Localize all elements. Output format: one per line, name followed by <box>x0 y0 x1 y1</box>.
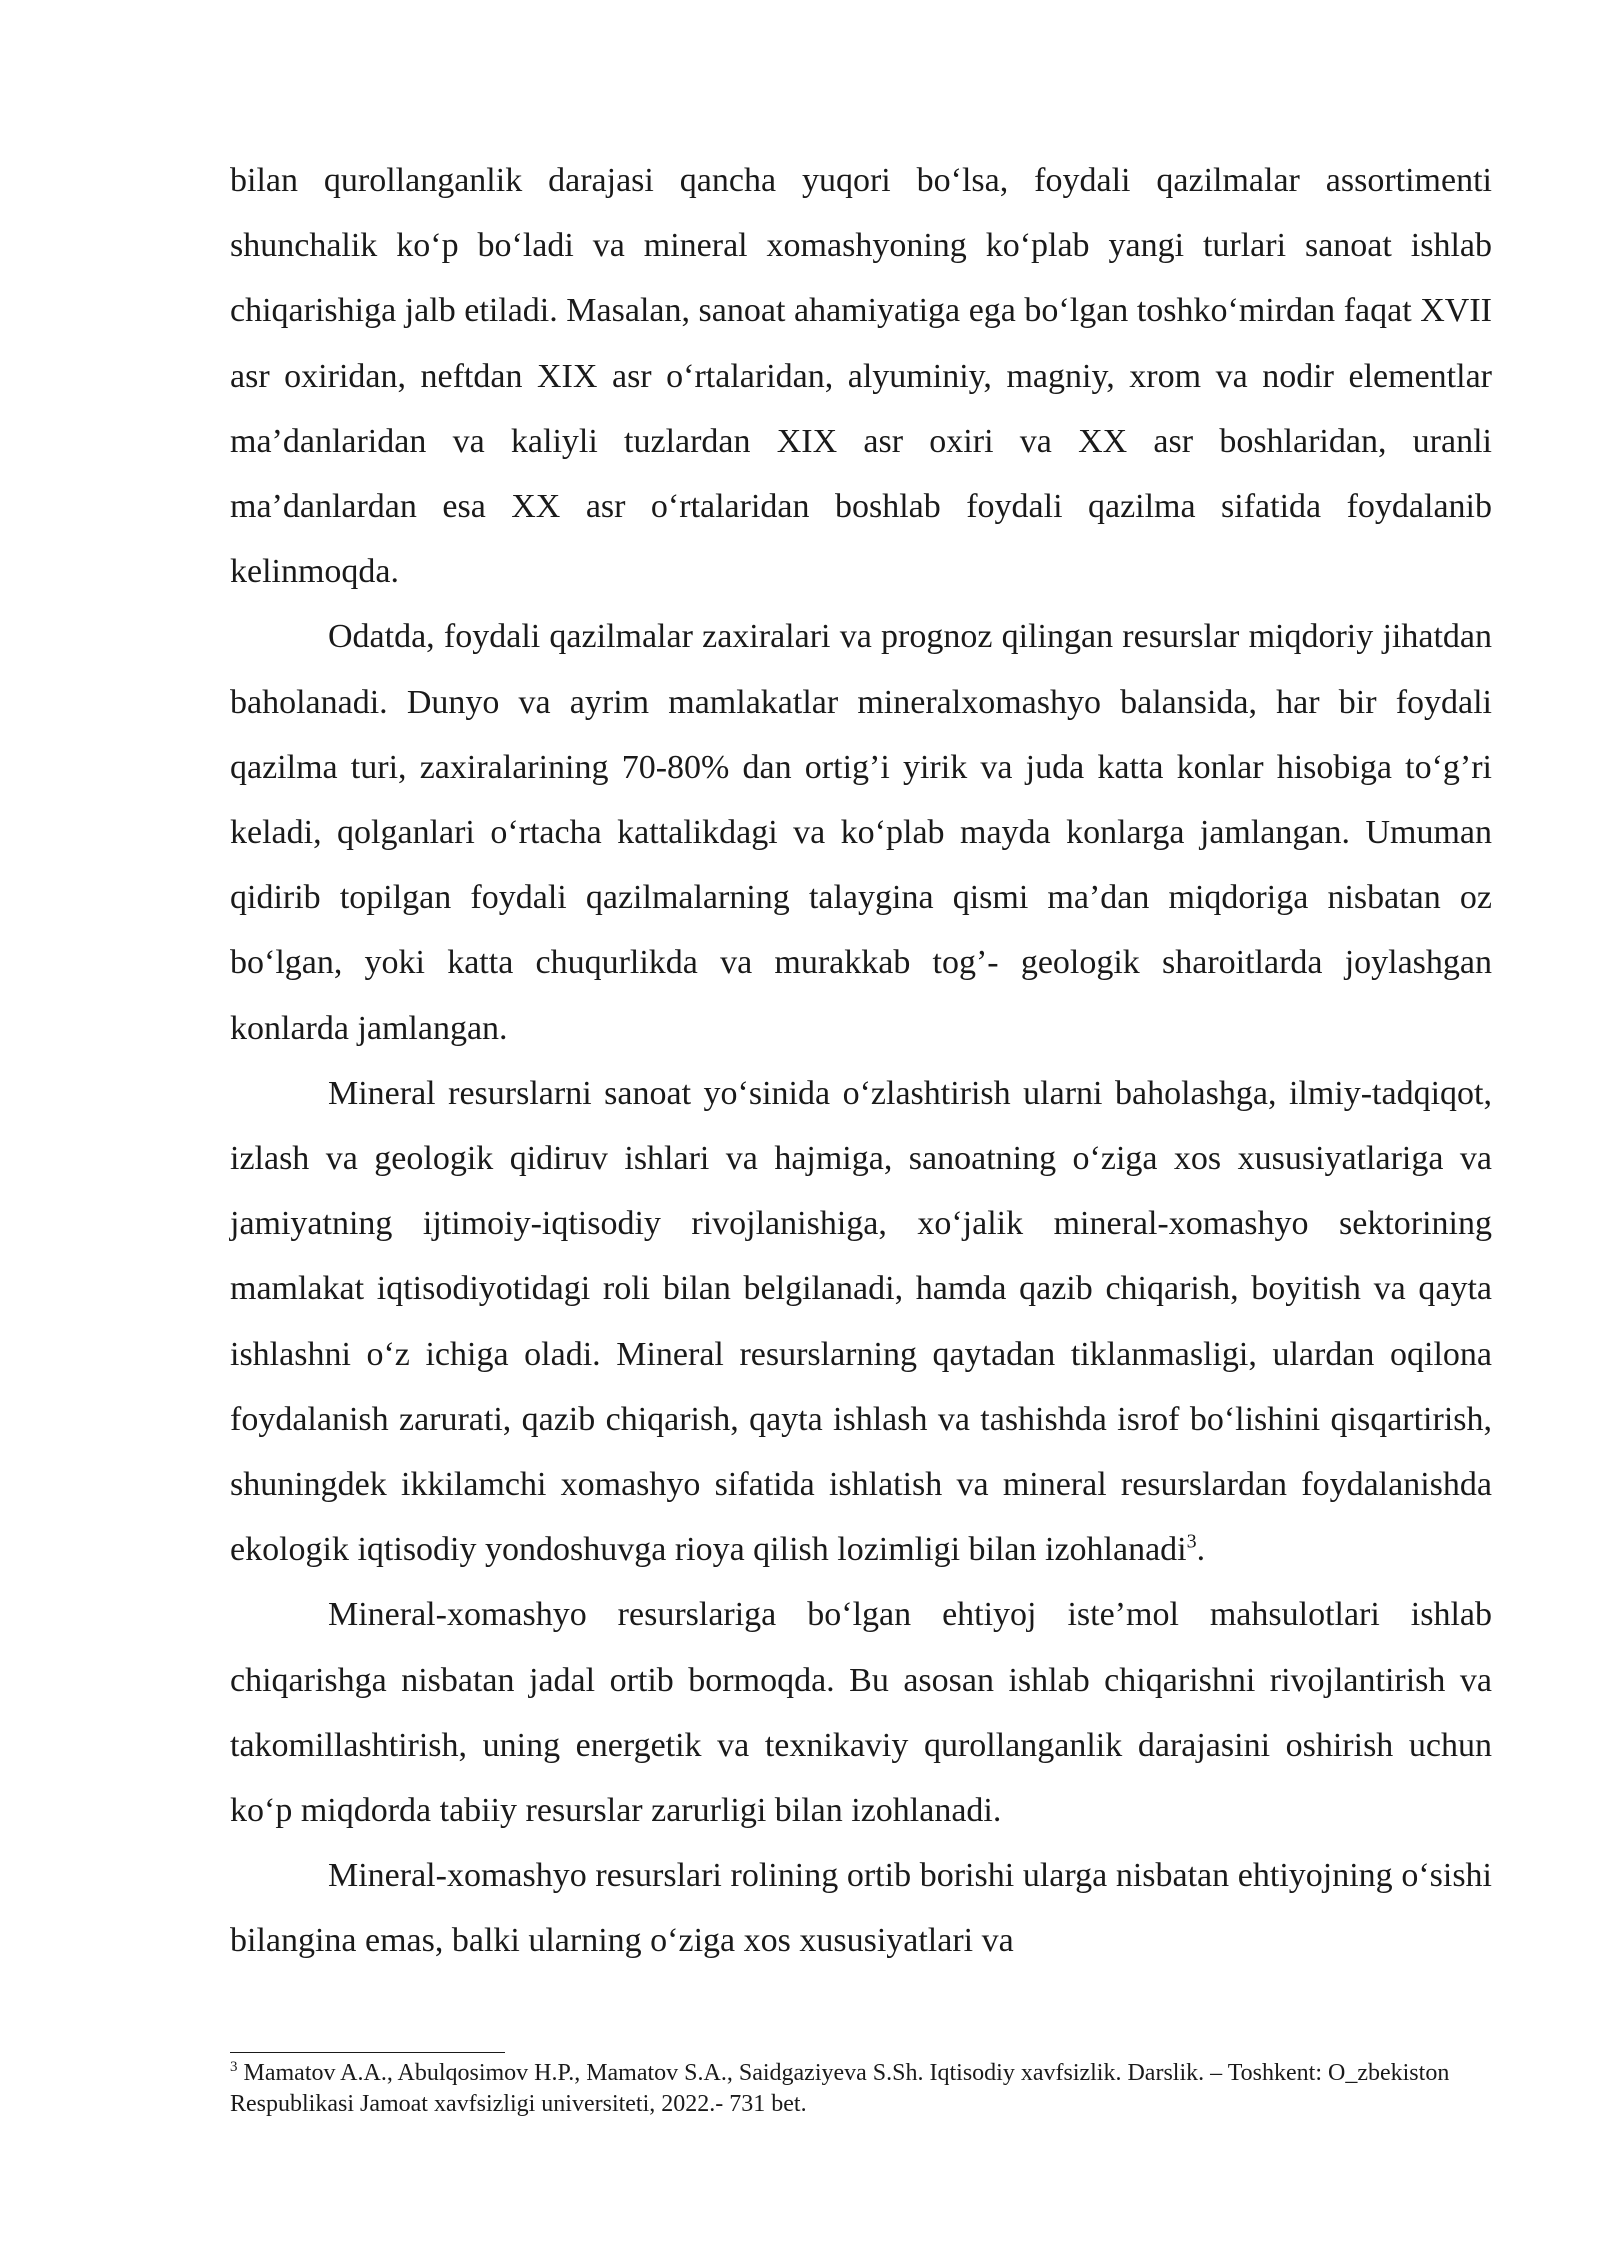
paragraph-3 <box>230 1061 1492 1583</box>
document-body <box>230 148 1492 1974</box>
paragraph-2-text: Odatda, foydali qazilmalar zaxiralari va prognoz qilingan resurslar miqdoriy jihatdan baholanadi. Dunyo va ayrim mamlakatlar mineralxomashyo balansida, har bir foydali qazilma turi, zaxiralarining 70-80% dan ortig’i yirik va juda katta konlar hisobiga to‘g’ri keladi, qolganlari o‘rtacha kattalikdagi va ko‘plab mayda konlarga jamlangan. Umuman qidirib topilgan foydali qazilmalarning talaygina qismi ma’dan miqdoriga nisbatan oz bo‘lgan, yoki katta chuqurlikda va murakkab tog’- geologik sharoitlarda joylashgan konlarda jamlangan. <box>230 618 1492 1047</box>
paragraph-4 <box>230 1582 1492 1843</box>
footnote-reference[interactable]: 3 <box>1186 1530 1197 1553</box>
paragraph-5-text: Mineral-xomashyo resurslari rolining ortib borishi ularga nisbatan ehtiyojning o‘sishi bilangina emas, balki ularning o‘ziga xos xususiyatlari va <box>230 1857 1492 1960</box>
footnote-text: Mamatov A.A., Abulqosimov H.P., Mamatov S.A., Saidgaziyeva S.Sh. Iqtisodiy xavfsizlik. Darslik. – Toshkent: O_zbekiston Respublikasi Jamoat xavfsizligi universiteti, 2022.- 731 bet. <box>230 2060 1450 2117</box>
paragraph-1 <box>230 148 1492 604</box>
footnote <box>230 2058 1492 2120</box>
paragraph-5 <box>230 1843 1492 1973</box>
paragraph-3-text: Mineral resurslarni sanoat yo‘sinida o‘zlashtirish ularni baholashga, ilmiy-tadqiqot, izlash va geologik qidiruv ishlari va hajmiga, sanoatning o‘ziga xos xususiyatlariga va jamiyatning ijtimoiy-iqtisodiy rivojlanishiga, xo‘jalik mineral-xomashyo sektorining mamlakat iqtisodiyotidagi roli bilan belgilanadi, hamda qazib chiqarish, boyitish va qayta ishlashni o‘z ichiga oladi. Mineral resurslarning qaytadan tiklanmasligi, ulardan oqilona foydalanish zarurati, qazib chiqarish, qayta ishlash va tashishda isrof bo‘lishini qisqartirish, shuningdek ikkilamchi xomashyo sifatida ishlatish va mineral resurslardan foydalanishda ekologik iqtisodiy yondoshuvga rioya qilish lozimligi bilan izohlanadi <box>230 1074 1492 1569</box>
paragraph-3-tail: . <box>1196 1531 1206 1569</box>
footnote-number: 3 <box>230 2059 238 2075</box>
paragraph-4-text: Mineral-xomashyo resurslariga bo‘lgan ehtiyoj iste’mol mahsulotlari ishlab chiqarishga nisbatan jadal ortib bormoqda. Bu asosan ishlab chiqarishni rivojlantirish va takomillashtirish, uning energetik va texnikaviy qurollanganlik darajasini oshirish uchun ko‘p miqdorda tabiiy resurslar zarurligi bilan izohlanadi. <box>230 1596 1492 1830</box>
paragraph-1-text: bilan qurollanganlik darajasi qancha yuqori bo‘lsa, foydali qazilmalar assortimenti shunchalik ko‘p bo‘ladi va mineral xomashyoning ko‘plab yangi turlari sanoat ishlab chiqarishiga jalb etiladi. Masalan, sanoat ahamiyatiga ega bo‘lgan toshko‘mirdan faqat XVII asr oxiridan, neftdan XIX asr o‘rtalaridan, alyuminiy, magniy, xrom va nodir elementlar ma’danlaridan va kaliyli tuzlardan XIX asr oxiri va XX asr boshlaridan, uranli ma’danlardan esa XX asr o‘rtalaridan boshlab foydali qazilma sifatida foydalanib kelinmoqda. <box>230 162 1492 591</box>
footnote-separator <box>230 2052 505 2053</box>
paragraph-2 <box>230 604 1492 1060</box>
